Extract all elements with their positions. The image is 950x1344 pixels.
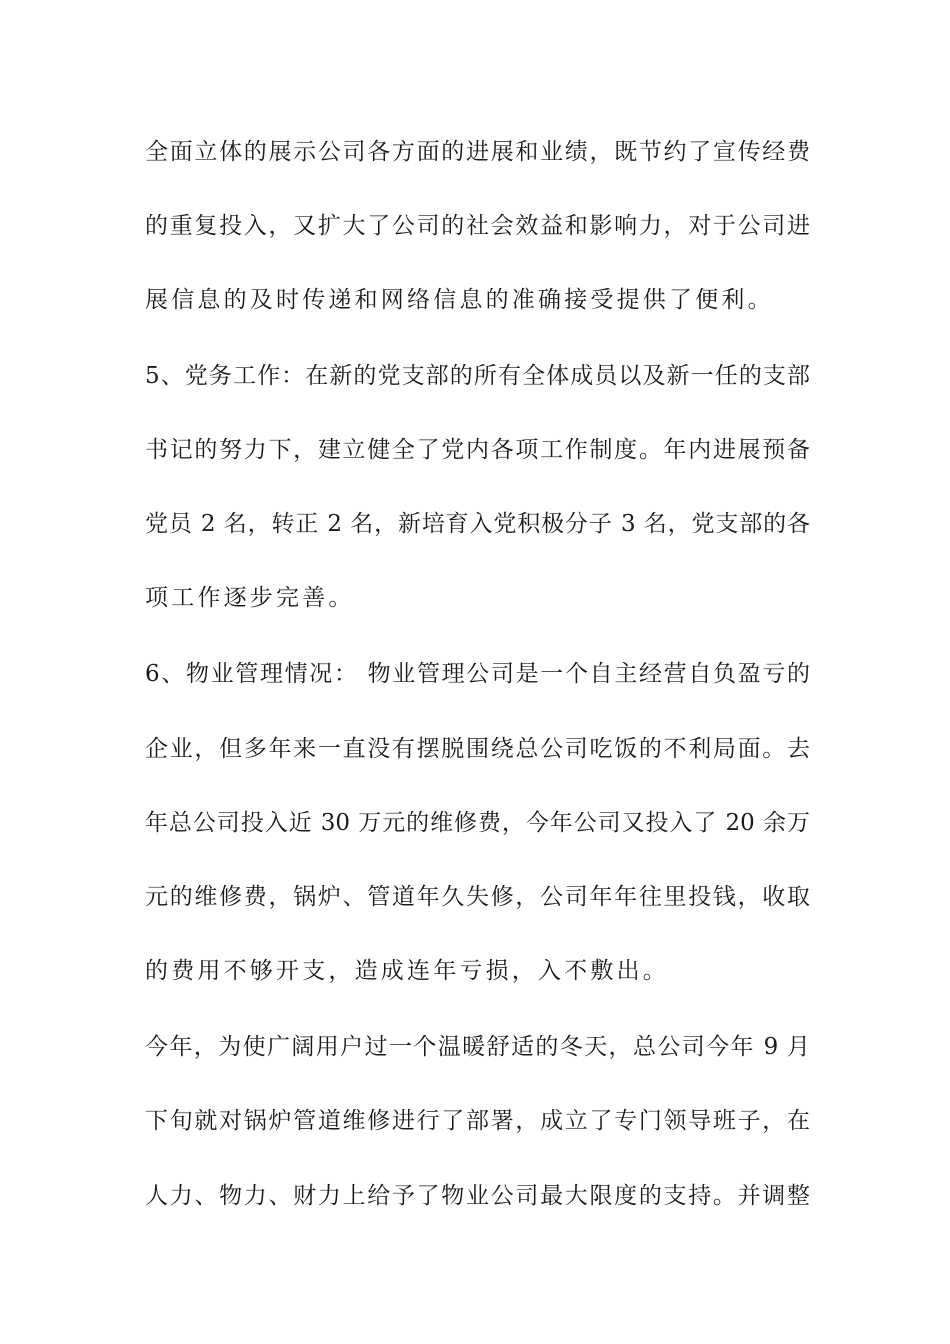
paragraph-line: 下旬就对锅炉管道维修进行了部署，成立了专门领导班子，在 — [145, 1108, 810, 1134]
paragraph-line: 企业，但多年来一直没有摆脱围绕总公司吃饭的不利局面。去 — [145, 736, 810, 762]
paragraph-line: 书记的努力下，建立健全了党内各项工作制度。年内进展预备 — [145, 437, 810, 463]
paragraph-line: 人力、物力、财力上给予了物业公司最大限度的支持。并调整 — [145, 1183, 810, 1209]
section-heading-line: 6、物业管理情况： 物业管理公司是一个自主经营自负盈亏的 — [145, 661, 810, 687]
paragraph-line: 展信息的及时传递和网络信息的准确接受提供了便利。 — [145, 287, 774, 313]
paragraph-line: 全面立体的展示公司各方面的进展和业绩，既节约了宣传经费 — [145, 139, 810, 165]
paragraph-line: 年总公司投入近 30 万元的维修费，今年公司又投入了 20 余万 — [145, 810, 810, 836]
paragraph-line: 今年，为使广阔用户过一个温暖舒适的冬天，总公司今年 9 月 — [145, 1034, 810, 1060]
paragraph-line: 的费用不够开支，造成连年亏损，入不敷出。 — [145, 958, 669, 984]
paragraph-line: 党员 2 名，转正 2 名，新培育入党积极分子 3 名，党支部的各 — [145, 511, 810, 537]
paragraph-line: 元的维修费，锅炉、管道年久失修，公司年年往里投钱，收取 — [145, 884, 810, 910]
section-heading-line: 5、党务工作：在新的党支部的所有全体成员以及新一任的支部 — [145, 363, 810, 389]
paragraph-line: 的重复投入，又扩大了公司的社会效益和影响力，对于公司进 — [145, 213, 810, 239]
paragraph-line: 项工作逐步完善。 — [145, 585, 355, 611]
